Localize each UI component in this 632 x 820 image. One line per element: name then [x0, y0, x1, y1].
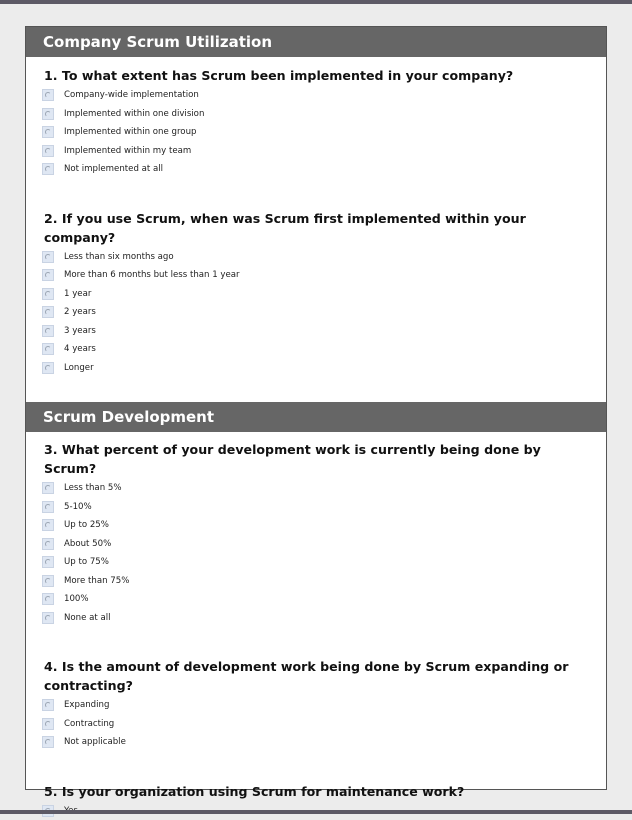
radio-button[interactable]	[42, 501, 54, 513]
option-label: 5-10%	[64, 502, 92, 512]
question-block-4	[26, 627, 606, 752]
radio-button[interactable]	[42, 145, 54, 157]
option-label: 3 years	[64, 326, 96, 336]
radio-button[interactable]	[42, 699, 54, 711]
option-label: 100%	[64, 594, 89, 604]
option-label: 1 year	[64, 289, 91, 299]
option-row[interactable]	[26, 359, 606, 378]
option-row[interactable]	[26, 142, 606, 161]
option-row[interactable]	[26, 160, 606, 179]
question-2-options	[26, 248, 606, 378]
option-label: Contracting	[64, 719, 114, 729]
option-label: Less than six months ago	[64, 252, 174, 262]
option-label: More than 6 months but less than 1 year	[64, 270, 240, 280]
option-label: Implemented within one group	[64, 127, 196, 137]
radio-button[interactable]	[42, 593, 54, 605]
radio-button[interactable]	[42, 89, 54, 101]
option-row[interactable]	[26, 340, 606, 359]
option-label: Company-wide implementation	[64, 90, 199, 100]
option-row[interactable]	[26, 715, 606, 734]
radio-button[interactable]	[42, 556, 54, 568]
radio-button[interactable]	[42, 538, 54, 550]
radio-button[interactable]	[42, 126, 54, 138]
option-row[interactable]	[26, 696, 606, 715]
radio-button[interactable]	[42, 343, 54, 355]
radio-button[interactable]	[42, 362, 54, 374]
radio-button[interactable]	[42, 269, 54, 281]
option-label: Expanding	[64, 700, 109, 710]
radio-button[interactable]	[42, 251, 54, 263]
option-label: 4 years	[64, 344, 96, 354]
radio-button[interactable]	[42, 612, 54, 624]
option-label: Not applicable	[64, 737, 126, 747]
option-row[interactable]	[26, 123, 606, 142]
question-block-2	[26, 179, 606, 378]
option-row[interactable]	[26, 498, 606, 517]
option-label: Up to 25%	[64, 520, 109, 530]
option-row[interactable]	[26, 535, 606, 554]
radio-button[interactable]	[42, 288, 54, 300]
option-row[interactable]	[26, 516, 606, 535]
radio-button[interactable]	[42, 519, 54, 531]
option-label: Implemented within my team	[64, 146, 191, 156]
option-label: About 50%	[64, 539, 111, 549]
section-header-company-scrum-utilization: Company Scrum Utilization	[26, 27, 606, 57]
radio-button[interactable]	[42, 306, 54, 318]
radio-button[interactable]	[42, 736, 54, 748]
section-spacer	[26, 377, 606, 402]
question-block-3	[26, 432, 606, 627]
question-1-text: 1. To what extent has Scrum been implemented in your company?	[26, 66, 606, 85]
question-3-options	[26, 479, 606, 627]
question-2-text: 2. If you use Scrum, when was Scrum first implemented within your company?	[26, 209, 606, 247]
option-row[interactable]	[26, 285, 606, 304]
radio-button[interactable]	[42, 482, 54, 494]
section-header-scrum-development: Scrum Development	[26, 402, 606, 432]
option-row[interactable]	[26, 322, 606, 341]
question-4-text: 4. Is the amount of development work being done by Scrum expanding or contracting?	[26, 657, 606, 695]
option-label: Not implemented at all	[64, 164, 163, 174]
question-block-1	[26, 57, 606, 179]
question-5-text: 5. Is your organization using Scrum for maintenance work?	[26, 782, 606, 801]
question-3-text: 3. What percent of your development work is currently being done by Scrum?	[26, 440, 606, 478]
window-bottom-border	[0, 810, 632, 814]
option-row[interactable]	[26, 105, 606, 124]
option-label: Less than 5%	[64, 483, 122, 493]
option-label: Up to 75%	[64, 557, 109, 567]
option-row[interactable]	[26, 303, 606, 322]
survey-page	[25, 26, 607, 790]
option-label: Implemented within one division	[64, 109, 204, 119]
option-row[interactable]	[26, 572, 606, 591]
window-top-border	[0, 0, 632, 4]
option-row[interactable]	[26, 590, 606, 609]
question-1-options	[26, 86, 606, 179]
radio-button[interactable]	[42, 108, 54, 120]
option-row[interactable]	[26, 266, 606, 285]
option-row[interactable]	[26, 248, 606, 267]
option-row[interactable]	[26, 553, 606, 572]
option-label: None at all	[64, 613, 111, 623]
question-4-options	[26, 696, 606, 752]
option-label: Longer	[64, 363, 94, 373]
option-row[interactable]	[26, 733, 606, 752]
radio-button[interactable]	[42, 325, 54, 337]
option-row[interactable]	[26, 479, 606, 498]
radio-button[interactable]	[42, 718, 54, 730]
option-row[interactable]	[26, 609, 606, 628]
option-label: 2 years	[64, 307, 96, 317]
option-label: More than 75%	[64, 576, 129, 586]
radio-button[interactable]	[42, 163, 54, 175]
option-row[interactable]	[26, 86, 606, 105]
radio-button[interactable]	[42, 575, 54, 587]
